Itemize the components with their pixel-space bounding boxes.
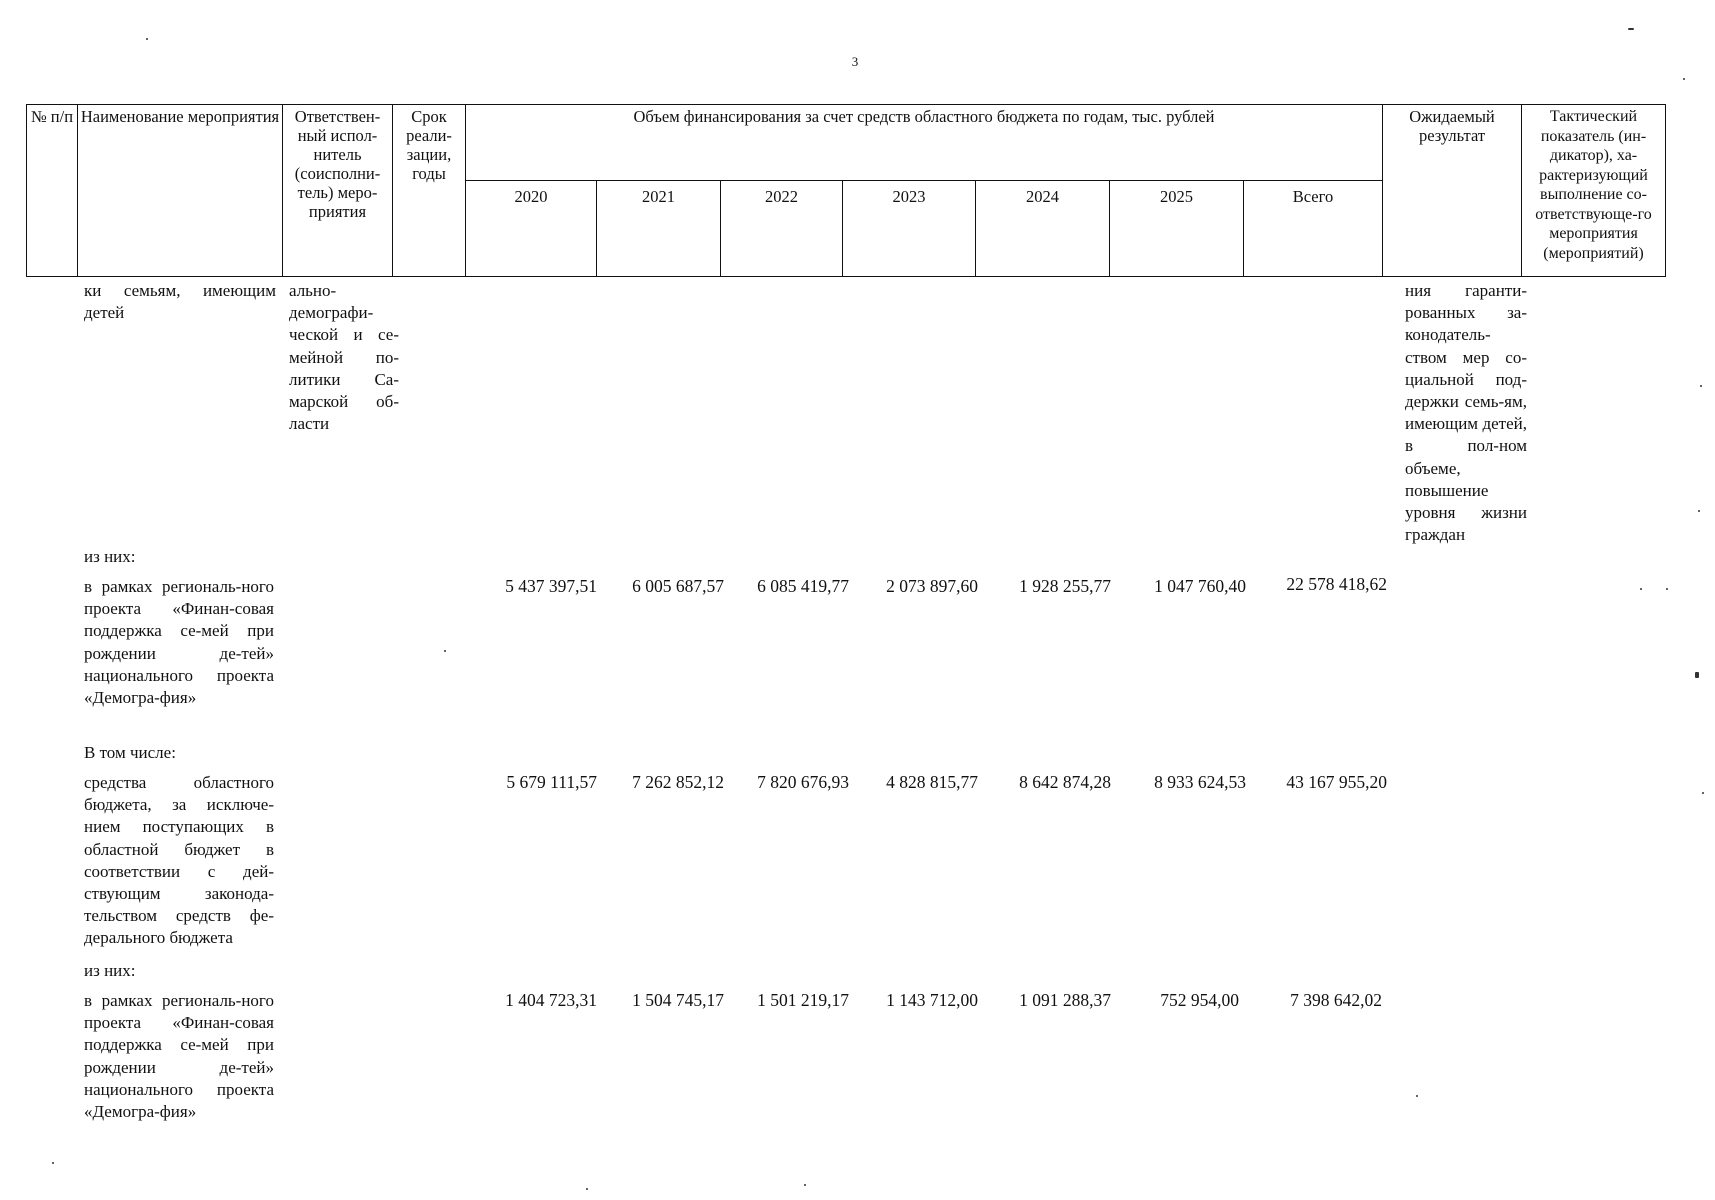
header-col-number: № п/п xyxy=(27,105,78,277)
header-col-executor: Ответствен-ный испол-нитель (соисполни-тель) меро-приятия xyxy=(283,105,393,277)
header-col-result: Ожидаемый результат xyxy=(1383,105,1522,277)
scan-speck xyxy=(1640,588,1642,590)
header-col-name: Наименование мероприятия xyxy=(78,105,283,277)
row2-value-2023: 4 828 815,77 xyxy=(886,772,978,792)
page-number: 3 xyxy=(851,54,859,69)
scan-speck xyxy=(1695,672,1699,678)
row1-value-2022: 6 085 419,77 xyxy=(757,576,849,596)
row3-value-2024: 1 091 288,37 xyxy=(1019,990,1111,1010)
scan-speck xyxy=(146,38,148,40)
scan-speck xyxy=(586,1188,588,1190)
row1-value-2020: 5 437 397,51 xyxy=(505,576,597,596)
scan-speck xyxy=(804,1184,806,1186)
row2-name: средства областного бюджета, за исключе-нием поступающих в областной бюджет в соответствии с дей-ствующим законода-тельством средств фе-дерального бюджета xyxy=(84,773,274,948)
label-iz-nih-2: из них: xyxy=(84,961,136,980)
scan-speck xyxy=(52,1162,54,1164)
row2-value-2022: 7 820 676,93 xyxy=(757,772,849,792)
scan-speck xyxy=(1700,385,1702,387)
header-col-funding: Объем финансирования за счет средств областного бюджета по годам, тыс. рублей xyxy=(466,105,1383,181)
row3-value-2023: 1 143 712,00 xyxy=(886,990,978,1010)
label-iz-nih-1: из них: xyxy=(84,547,136,566)
row2-value-total: 43 167 955,20 xyxy=(1286,772,1387,792)
header-year-total: Всего xyxy=(1244,181,1383,277)
row2-value-2021: 7 262 852,12 xyxy=(632,772,724,792)
row3-value-total: 7 398 642,02 xyxy=(1290,990,1382,1010)
row3-value-2022: 1 501 219,17 xyxy=(757,990,849,1010)
row1-value-2024: 1 928 255,77 xyxy=(1019,576,1111,596)
header-year-2021: 2021 xyxy=(597,181,721,277)
row1-value-2023: 2 073 897,60 xyxy=(886,576,978,596)
row0-name: ки семьям, имеющим детей xyxy=(84,281,276,323)
header-year-2025: 2025 xyxy=(1110,181,1244,277)
row3-value-2025: 752 954,00 xyxy=(1160,990,1239,1010)
table-header xyxy=(26,104,1666,277)
row1-name: в рамках региональ-ного проекта «Финан-совая поддержка се-мей при рождении де-тей» национального проекта «Демогра-фия» xyxy=(84,577,274,708)
header-year-2024: 2024 xyxy=(976,181,1110,277)
row0-executor: ально-демографи-ческой и се-мейной по-литики Са-марской об-ласти xyxy=(289,281,399,434)
scan-speck xyxy=(1683,78,1685,80)
row1-value-total: 22 578 418,62 xyxy=(1286,574,1387,594)
row3-value-2020: 1 404 723,31 xyxy=(505,990,597,1010)
row3-name: в рамках региональ-ного проекта «Финан-совая поддержка се-мей при рождении де-тей» национального проекта «Демогра-фия» xyxy=(84,991,274,1122)
scan-speck xyxy=(1698,510,1700,512)
row1-value-2021: 6 005 687,57 xyxy=(632,576,724,596)
row2-value-2024: 8 642 874,28 xyxy=(1019,772,1111,792)
header-year-2020: 2020 xyxy=(466,181,597,277)
scan-speck xyxy=(444,650,446,652)
header-year-2022: 2022 xyxy=(721,181,843,277)
header-year-2023: 2023 xyxy=(843,181,976,277)
row1-value-2025: 1 047 760,40 xyxy=(1154,576,1246,596)
header-col-indicator: Тактический показатель (ин-дикатор), ха-рактеризующий выполнение со-ответствующе-го мероприятия (мероприятий) xyxy=(1522,105,1666,277)
label-v-tom-chisle: В том числе: xyxy=(84,743,176,762)
scan-speck xyxy=(1666,588,1668,590)
scan-speck xyxy=(1702,792,1704,794)
scan-speck xyxy=(1628,28,1634,30)
row0-result: ния гаранти-рованных за-конодатель-ством мер со-циальной под-держки семь-ям, имеющим детей, в пол-ном объеме, повышение уровня жизни граждан xyxy=(1405,281,1527,545)
row3-value-2021: 1 504 745,17 xyxy=(632,990,724,1010)
header-col-term: Срок реали-зации, годы xyxy=(393,105,466,277)
row2-value-2025: 8 933 624,53 xyxy=(1154,772,1246,792)
scan-speck xyxy=(1416,1095,1418,1097)
row2-value-2020: 5 679 111,57 xyxy=(506,772,597,792)
